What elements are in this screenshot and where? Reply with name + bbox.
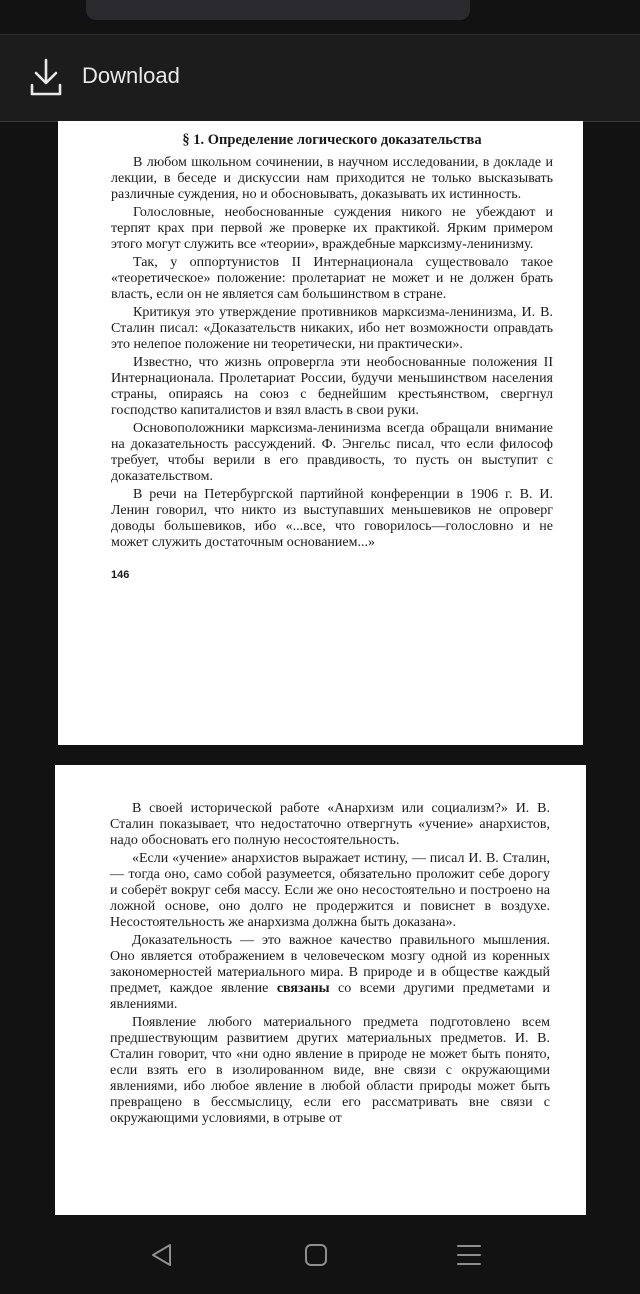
- section-heading: § 1. Определение логического доказательства: [182, 132, 482, 148]
- paragraph: «Если «учение» анархистов выражает истину, — писал И. В. Сталин, — тогда оно, само собой разумеется, обязательно проложит себе дорогу и соберёт вокруг себя массу. Если же оно несостоятельно и построено на ложной основе, оно долго не продержится и повиснет в воздухе. Несостоятельность же анархизма должна быть доказана».: [110, 851, 550, 930]
- paragraph: В своей исторической работе «Анархизм или социализм?» И. В. Сталин показывает, что недостаточно отвергнуть «учение» анархистов, надо обосновать его полную несостоятельность.: [110, 801, 550, 848]
- paragraph-with-emphasis: [110, 933, 550, 1013]
- download-toolbar: [0, 34, 640, 122]
- status-bar-pill: [86, 0, 470, 20]
- page-number: 146: [111, 569, 130, 581]
- paragraph: Так, у оппортунистов II Интернационала существовало такое «теоретическое» положение: пролетариат не может и не должен брать власть, если он не является сам большинством в стране.: [111, 255, 553, 302]
- paragraph: Критикуя это утверждение противников марксизма-ленинизма, И. В. Сталин писал: «Доказательств никаких, ибо нет возможности оправдать это нелепое положение ни теоретически, ни практически».: [111, 305, 553, 352]
- paragraph: Голословные, необоснованные суждения никого не убеждают и терпят крах при первой же проверке их практикой. Ярким примером этого могут служить все «теории», враждебные марксизму-ленинизму.: [111, 205, 553, 252]
- paragraph: Появление любого материального предмета подготовлено всем предшествующим развитием других материальных предметов. И. В. Сталин говорит, что «ни одно явление в природе не может быть понято, если взять его в изолированном виде, вне связи с окружающими явлениями, ибо любое явление в любой области природы может быть превращено в бессмыслицу, если его рассматривать вне связи с окружающими условиями, в отрыве от: [110, 1015, 550, 1126]
- back-triangle-icon[interactable]: [147, 1240, 177, 1270]
- download-icon[interactable]: [28, 57, 64, 97]
- document-page-next: [55, 765, 586, 1215]
- paragraph-text: Доказательность — это важное качество правильного мышления. Оно является отображением в человеческом мозгу одной из коренных закономерностей материального мира. В природе и в обществе каждый предмет, каждое явление: [110, 933, 550, 996]
- document-page-146: [58, 121, 583, 745]
- home-square-icon[interactable]: [301, 1240, 331, 1270]
- paragraph-text: со всеми другими предметами и явлениями.: [110, 981, 551, 1012]
- menu-lines-icon[interactable]: [454, 1240, 484, 1270]
- emphasized-word: связаны: [276, 981, 330, 996]
- paragraph: Известно, что жизнь опровергла эти необоснованные положения II Интернационала. Пролетариат России, будучи меньшинством населения страны, опираясь на союз с беднейшим крестьянством, свергнул господство капиталистов и взял власть в свои руки.: [111, 355, 553, 418]
- paragraph: В любом школьном сочинении, в научном исследовании, в докладе и лекции, в беседе и дискуссии нам приходится не только высказывать различные суждения, но и обосновывать, доказывать их истинность.: [111, 155, 553, 202]
- paragraph: В речи на Петербургской партийной конференции в 1906 г. В. И. Ленин говорил, что никто из выступавших меньшевиков не опроверг доводы большевиков, ибо «...все, что говорилось—голословно и не может служить достаточным основанием...»: [111, 487, 553, 550]
- download-label[interactable]: Download: [82, 63, 180, 88]
- paragraph: Основоположники марксизма-ленинизма всегда обращали внимание на доказательность рассуждений. Ф. Энгельс писал, что если философ требует, чтобы верили в его правдивость, то пусть он выступит с доказательством.: [111, 421, 553, 484]
- system-navigation-bar: [0, 1216, 640, 1294]
